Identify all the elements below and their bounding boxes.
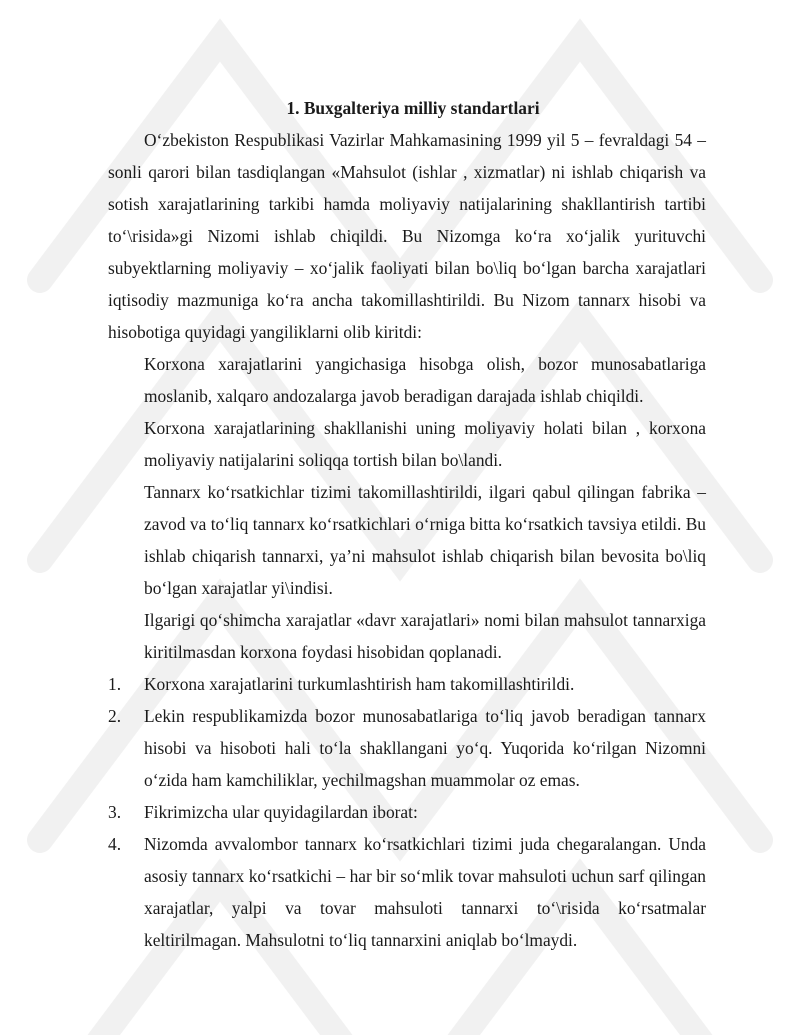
numbered-item-3 — [108, 796, 706, 828]
numbered-item-4 — [108, 828, 706, 956]
indented-paragraph-4: Ilgarigi qo‘shimcha xarajatlar «davr xarajatlari» nomi bilan mahsulot tannarxiga kiritilmasdan korxona foydasi hisobidan qoplanadi. — [144, 610, 706, 662]
intro-paragraph: O‘zbekiston Respublikasi Vazirlar Mahkamasining 1999 yil 5 – fevraldagi 54 – sonli qarori bilan tasdiqlangan «Mahsulot (ishlar , xizmatlar) ni ishlab chiqarish va sotish xarajatlarining tarkibi hamda moliyaviy natijalarining shakllantirish tartibi to‘\risida»gi Nizomi ishlab chiqildi. Bu Nizomga ko‘ra xo‘jalik yurituvchi subyektlarning moliyaviy – xo‘jalik faoliyati bilan bo\liq bo‘lgan barcha xarajatlari iqtisodiy mazmuniga ko‘ra ancha takomillashtirildi. Bu Nizom tannarx hisobi va hisobotiga quyidagi yangiliklarni olib kiritdi: — [108, 130, 706, 342]
indented-paragraph-3: Tannarx ko‘rsatkichlar tizimi takomillashtirildi, ilgari qabul qilingan fabrika – zavod va to‘liq tannarx ko‘rsatkichlari o‘rniga bitta ko‘rsatkich tavsiya etildi. Bu ishlab chiqarish tannarxi, ya’ni mahsulot ishlab chiqarish bilan bevosita bo\liq bo‘lgan xarajatlar yi\indisi. — [144, 482, 706, 598]
item-number: 3. — [108, 802, 122, 822]
indented-paragraph-1: Korxona xarajatlarini yangichasiga hisobga olish, bozor munosabatlariga moslanib, xalqaro andozalarga javob beradigan darajada ishlab chiqildi. — [144, 354, 706, 406]
item-text: Fikrimizcha ular quyidagilardan iborat: — [144, 802, 418, 822]
item-number: 1. — [108, 674, 122, 694]
item-text: Nizomda avvalombor tannarx ko‘rsatkichlari tizimi juda chegaralangan. Unda asosiy tannarx ko‘rsatkichi – har bir so‘mlik tovar mahsuloti uchun sarf qilingan xarajatlar, yalpi va tovar mahsuloti tannarxi to‘\risida ko‘rsatmalar keltirilmagan. Mahsulotni to‘liq tannarxini aniqlab bo‘lmaydi. — [144, 834, 706, 950]
document-title: 1. Buxgalteriya milliy standartlari — [286, 98, 540, 118]
document-page — [108, 92, 706, 956]
item-text: Korxona xarajatlarini turkumlashtirish ham takomillashtirildi. — [144, 674, 575, 694]
numbered-item-2 — [108, 700, 706, 796]
numbered-item-1 — [108, 668, 706, 700]
item-text: Lekin respublikamizda bozor munosabatlariga to‘liq javob beradigan tannarx hisobi va hisoboti hali to‘la shakllangani yo‘q. Yuqorida ko‘rilgan Nizomni o‘zida ham kamchiliklar, yechilmagshan muammolar oz emas. — [144, 706, 706, 790]
indented-paragraph-2: Korxona xarajatlarining shakllanishi uning moliyaviy holati bilan , korxona moliyaviy natijalarini soliqqa tortish bilan bo\landi. — [144, 418, 706, 470]
item-number: 4. — [108, 834, 122, 854]
item-number: 2. — [108, 706, 122, 726]
